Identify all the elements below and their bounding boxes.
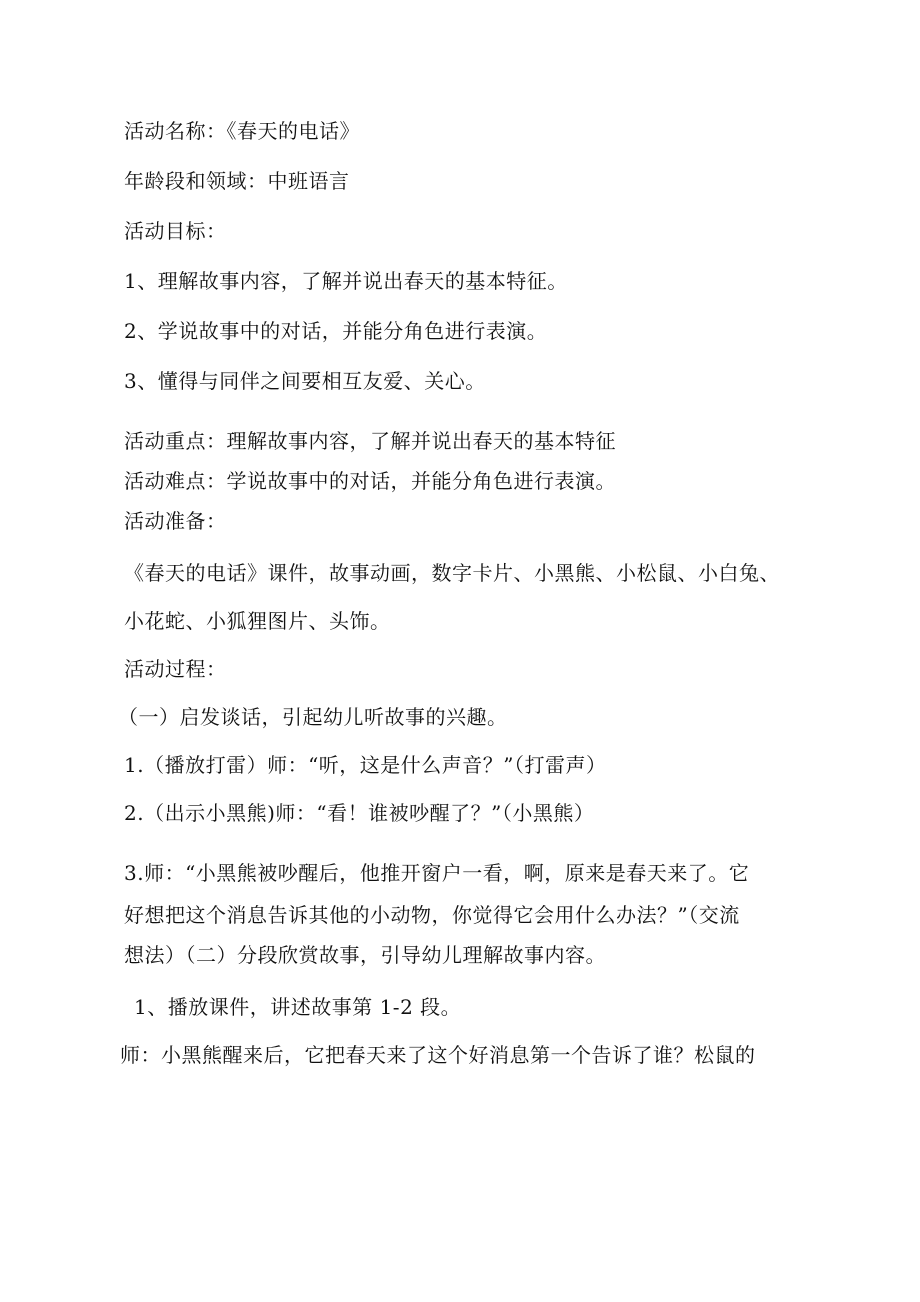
- difficult-point: 活动难点：学说故事中的对话，并能分角色进行表演。: [124, 469, 616, 493]
- preparation-heading: 活动准备：: [124, 509, 227, 533]
- goal-item-3: 3、懂得与同伴之间要相互友爱、关心。: [124, 369, 486, 393]
- process-step-3-line-1: 3.师：“小黑熊被吵醒后，他推开窗户一看，啊，原来是春天来了。它: [124, 861, 750, 885]
- process-teacher-question: 师：小黑熊醒来后，它把春天来了这个好消息第一个告诉了谁？松鼠的: [120, 1043, 756, 1067]
- process-heading: 活动过程：: [124, 657, 227, 681]
- process-step-3-line-3: 想法）（二）分段欣赏故事，引导幼儿理解故事内容。: [124, 943, 606, 967]
- activity-name: 活动名称：《春天的电话》: [124, 119, 360, 143]
- process-step-3-line-2: 好想把这个消息告诉其他的小动物，你觉得它会用什么办法？”（交流: [124, 903, 740, 927]
- goal-item-2: 2、学说故事中的对话，并能分角色进行表演。: [124, 319, 548, 343]
- process-step-1: 1.（播放打雷）师：“听，这是什么声音？”（打雷声）: [124, 753, 607, 777]
- goals-heading: 活动目标：: [124, 219, 227, 243]
- age-and-domain: 年龄段和领域：中班语言: [124, 169, 350, 193]
- key-point: 活动重点：理解故事内容，了解并说出春天的基本特征: [124, 429, 616, 453]
- process-substep-1: 1、播放课件，讲述故事第 1-2 段。: [134, 995, 462, 1019]
- process-step-2: 2.（出示小黑熊)师：“看！谁被吵醒了？”（小黑熊）: [124, 801, 595, 825]
- process-section-1: （一）启发谈话，引起幼儿听故事的兴趣。: [118, 705, 508, 729]
- preparation-text-line-1: 《春天的电话》课件，故事动画，数字卡片、小黑熊、小松鼠、小白兔、: [124, 561, 780, 585]
- goal-item-1: 1、理解故事内容，了解并说出春天的基本特征。: [124, 269, 568, 293]
- preparation-text-line-2: 小花蛇、小狐狸图片、头饰。: [124, 609, 391, 633]
